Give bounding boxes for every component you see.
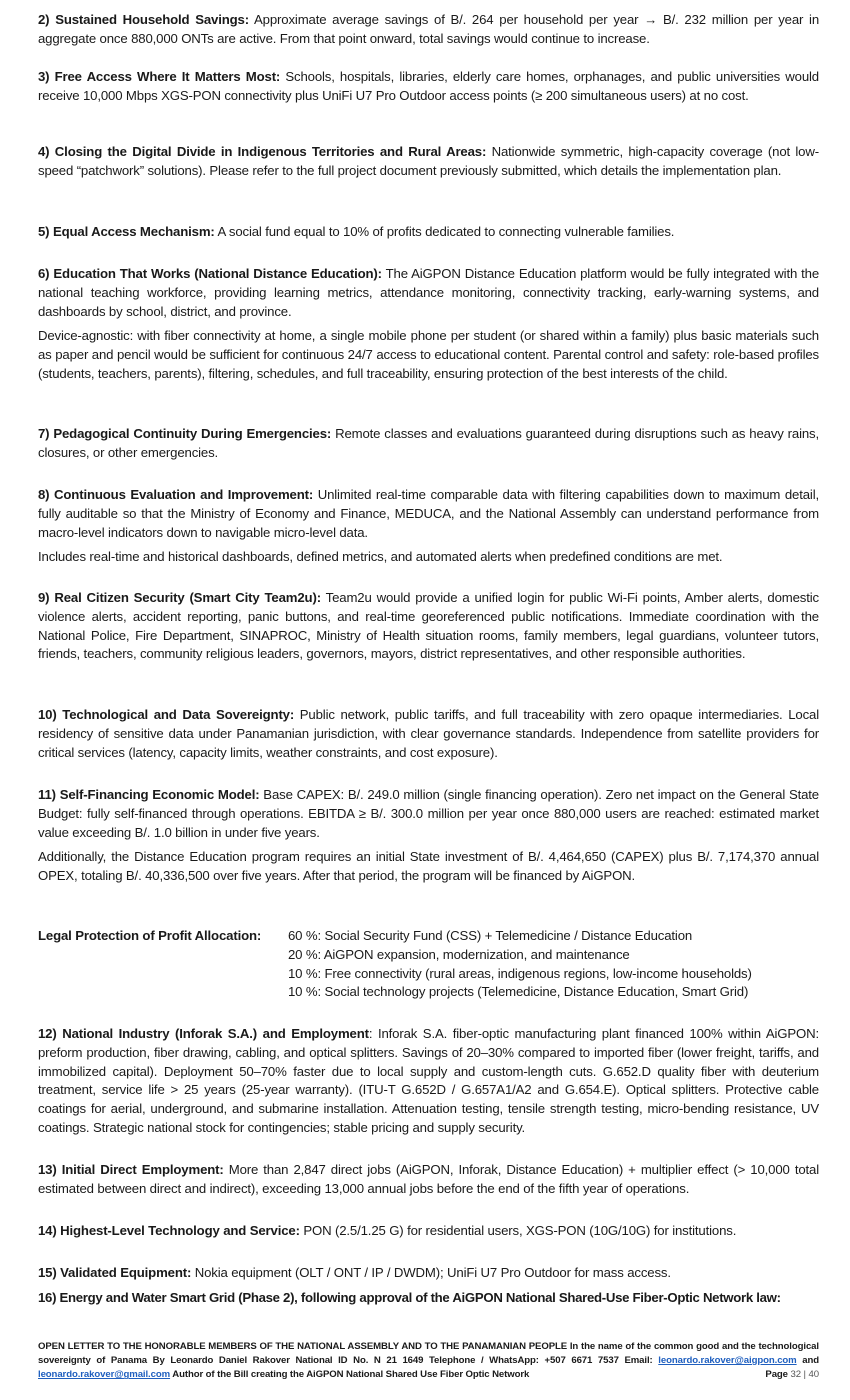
email-link-aigpon[interactable]: leonardo.rakover@aigpon.com	[658, 1355, 797, 1367]
item-title: 11) Self-Financing Economic Model:	[38, 787, 260, 802]
page-current: 32	[790, 1369, 801, 1381]
item-title: 10) Technological and Data Sovereignty:	[38, 707, 295, 722]
item-text: PON (2.5/1.25 G) for residential users, XGS-PON (10G/10G) for institutions.	[299, 1223, 737, 1238]
allocation-line: 10 %: Social technology projects (Telemedicine, Distance Education, Smart Grid)	[288, 984, 749, 1000]
email-link-gmail[interactable]: leonardo.rakover@gmail.com	[38, 1369, 171, 1381]
item-title: 6) Education That Works (National Distance Education):	[38, 266, 382, 281]
item-2	[38, 11, 819, 49]
item-title: 15) Validated Equipment:	[38, 1265, 192, 1280]
item-13	[38, 1161, 819, 1199]
allocation-line: 20 %: AiGPON expansion, modernization, and maintenance	[288, 946, 630, 962]
page-footer	[38, 1340, 819, 1383]
item-3	[38, 68, 819, 106]
item-16	[38, 1289, 819, 1308]
item-text: Nationwide symmetric, high-capacity coverage (not low-speed “patchwork” solutions). Please refer to the full project document previously submitted, which details the implementation plan.	[38, 144, 819, 178]
item-4	[38, 143, 819, 181]
allocation-list	[288, 927, 752, 1002]
item-text: A social fund equal to 10% of profits dedicated to connecting vulnerable families.	[214, 224, 675, 239]
item-text: Team2u would provide a unified login for public Wi-Fi points, Amber alerts, domestic violence alerts, accident reporting, panic buttons, and real-time georeferenced public notifications. Immediate coordination with the National Police, Fire Department, SINAPROC, Ministry of Health situation rooms, family members, legal guardians, volunteer tutors, friends, teachers, community religious leaders, governors, mayors, district representatives, and other responsible authorities.	[38, 590, 819, 662]
page-total: 40	[808, 1369, 819, 1381]
allocation-line: 10 %: Free connectivity (rural areas, indigenous regions, low-income households)	[288, 965, 752, 981]
item-title: 3) Free Access Where It Matters Most:	[38, 69, 281, 84]
allocation-line: 60 %: Social Security Fund (CSS) + Telemedicine / Distance Education	[288, 928, 693, 943]
item-text: Public network, public tariffs, and full traceability with zero opaque intermediaries. Local residency of sensitive data under Panamanian jurisdiction, with clear governance standards. Independence from satellite providers for critical services (latency, capacity limits, weather constraints, and cost exposure).	[38, 707, 819, 760]
item-text: More than 2,847 direct jobs (AiGPON, Inforak, Distance Education) + multiplier effect (> 10,000 total estimated between direct and indirect), exceeding 13,000 annual jobs before the end of the fifth year of operations.	[38, 1162, 819, 1196]
item-5	[38, 223, 819, 242]
item-text: Nokia equipment (OLT / ONT / IP / DWDM); UniFi U7 Pro Outdoor for mass access.	[191, 1265, 671, 1280]
item-title: 13) Initial Direct Employment:	[38, 1162, 224, 1177]
item-text: : Inforak S.A. fiber-optic manufacturing plant financed 100% within AiGPON: preform production, fiber drawing, cabling, and optical splitters. Savings of 20–30% compared to imported fiber (lower freight, tariffs, and immobilized capital). Deployment 50–70% faster due to local supply and custom-length cuts. G.652.D quality fiber with deuterium treatment, service life > 25 years (25-year warranty). (ITU-T G.652D / G.657A1/A2 and G.654.E). Optical splitters. Protective cable coatings for aerial, underground, and submarine installation. Attenuation testing, tensile strength testing, micro-bending resistance, UV coatings. Strategic national stock for contingencies; stable pricing and supply security.	[38, 1026, 819, 1135]
page-number	[765, 1368, 819, 1382]
item-extra: Additionally, the Distance Education program requires an initial State investment of B/. 4,464,650 (CAPEX) plus B/. 7,174,370 annual OPEX, totaling B/. 40,336,500 over five years. After that period, the program will be financed by AiGPON.	[38, 849, 819, 884]
item-title: 2) Sustained Household Savings:	[38, 12, 249, 27]
item-text: Unlimited real-time comparable data with filtering capabilities down to maximum detail, fully auditable so that the Ministry of Economy and Finance, MEDUCA, and the National Assembly can understand performance from macro-level indicators down to navigable micro-level data.	[38, 487, 819, 540]
item-7	[38, 425, 819, 463]
item-extra: Device-agnostic: with fiber connectivity at home, a single mobile phone per student (or shared within a family) plus basic materials such as paper and pencil would be sufficient for continuous 24/7 access to educational content. Parental control and safety: role-based profiles (students, teachers, parents), filtering, schedules, and full traceability, ensuring protection of the best interests of the child.	[38, 328, 819, 381]
item-title: 16) Energy and Water Smart Grid (Phase 2), following approval of the AiGPON National Shared-Use Fiber-Optic Network law:	[38, 1290, 781, 1305]
item-12	[38, 1025, 819, 1138]
item-text: The AiGPON Distance Education platform would be fully integrated with the national teaching workforce, providing learning metrics, attendance monitoring, connectivity tracking, early-warning systems, and dashboards by school, district, and province.	[38, 266, 820, 319]
item-text: Schools, hospitals, libraries, elderly care homes, orphanages, and public universities would receive 10,000 Mbps XGS-PON connectivity plus UniFi U7 Pro Outdoor access points (≥ 200 simultaneous users) at no cost.	[38, 69, 819, 103]
footer-author: Author of the Bill creating the AiGPON National Shared Use Fiber Optic Network	[170, 1369, 530, 1381]
item-14	[38, 1222, 819, 1241]
item-title: 9) Real Citizen Security (Smart City Team2u):	[38, 590, 321, 605]
item-text: Remote classes and evaluations guaranteed during disruptions such as heavy rains, closures, or other emergencies.	[38, 426, 819, 460]
item-title: 8) Continuous Evaluation and Improvement:	[38, 487, 314, 502]
footer-text: OPEN LETTER TO THE HONORABLE MEMBERS OF THE NATIONAL ASSEMBLY AND TO THE PANAMANIAN PEOPLE In the name of the common good and the technological sovereignty of Panama By Leonardo Daniel Rakover National ID No. N 21 1649 Telephone / WhatsApp: +507 6671 7537 Email:	[38, 1341, 819, 1367]
item-text: Base CAPEX: B/. 249.0 million (single financing operation). Zero net impact on the General State Budget: fully self-financed through operations. EBITDA ≥ B/. 300.0 million per year once 880,000 users are reached: estimated market value exceeding B/. 1.0 billion in under five years.	[38, 787, 819, 840]
item-15	[38, 1264, 819, 1283]
item-extra: Includes real-time and historical dashboards, defined metrics, and automated alerts when predefined conditions are met.	[38, 549, 723, 565]
page-separator: |	[800, 1369, 809, 1381]
item-8	[38, 486, 819, 567]
item-title: 5) Equal Access Mechanism:	[38, 224, 215, 239]
item-title: 7) Pedagogical Continuity During Emergencies:	[38, 426, 332, 441]
item-title: 4) Closing the Digital Divide in Indigenous Territories and Rural Areas:	[38, 144, 487, 159]
footer-and: and	[796, 1355, 819, 1367]
allocation-label: Legal Protection of Profit Allocation:	[38, 928, 262, 943]
item-title: 14) Highest-Level Technology and Service:	[38, 1223, 300, 1238]
item-text: Approximate average savings of B/. 264 per household per year → B/. 232 million per year in aggregate once 880,000 ONTs are active. From that point onward, total savings would continue to increase.	[38, 12, 820, 46]
item-10	[38, 706, 819, 762]
item-6	[38, 265, 819, 384]
page-label: Page	[765, 1369, 788, 1381]
item-11	[38, 786, 819, 886]
item-9	[38, 589, 819, 664]
item-title: 12) National Industry (Inforak S.A.) and Employment	[38, 1026, 369, 1041]
